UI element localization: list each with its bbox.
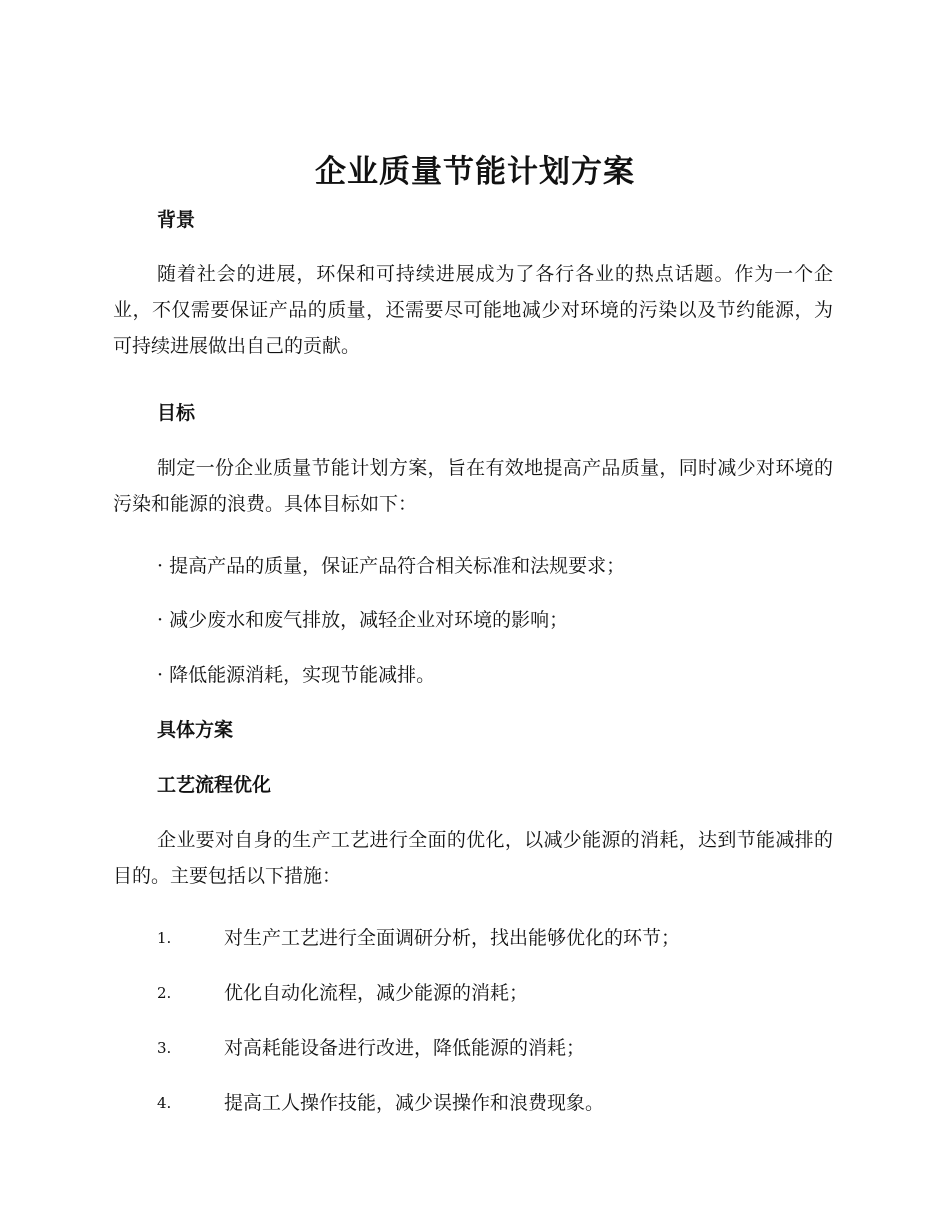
goals-paragraph: 制定一份企业质量节能计划方案，旨在有效地提高产品质量，同时减少对环境的污染和能源的浪费。具体目标如下： (113, 457, 833, 515)
goal-bullet-item: · 减少废水和废气排放，减轻企业对环境的影响； (157, 609, 569, 631)
step-text: 对生产工艺进行全面调研分析，找出能够优化的环节； (224, 927, 681, 949)
step-text: 提高工人操作技能，减少误操作和浪费现象。 (224, 1092, 605, 1114)
step-text: 优化自动化流程，减少能源的消耗； (224, 982, 529, 1004)
background-paragraph: 随着社会的进展，环保和可持续进展成为了各行各业的热点话题。作为一个企业，不仅需要保证产品的质量，还需要尽可能地减少对环境的污染以及节约能源，为可持续进展做出自己的贡献。 (113, 263, 833, 357)
step-number: 4. (157, 1094, 172, 1112)
section-heading-goals: 目标 (157, 402, 196, 424)
section-heading-plan: 具体方案 (157, 719, 234, 741)
step-number: 3. (157, 1039, 172, 1057)
section-heading-background: 背景 (157, 209, 196, 231)
document-title: 企业质量节能计划方案 (315, 154, 635, 190)
goal-bullet-item: · 降低能源消耗，实现节能减排。 (157, 664, 436, 686)
subsection-heading-process-optimization: 工艺流程优化 (157, 774, 272, 796)
step-number: 2. (157, 984, 172, 1002)
step-number: 1. (157, 929, 172, 947)
plan-paragraph: 企业要对自身的生产工艺进行全面的优化，以减少能源的消耗，达到节能减排的目的。主要包括以下措施： (113, 829, 833, 887)
step-text: 对高耗能设备进行改进，降低能源的消耗； (224, 1037, 586, 1059)
goal-bullet-item: · 提高产品的质量，保证产品符合相关标准和法规要求； (157, 555, 626, 577)
